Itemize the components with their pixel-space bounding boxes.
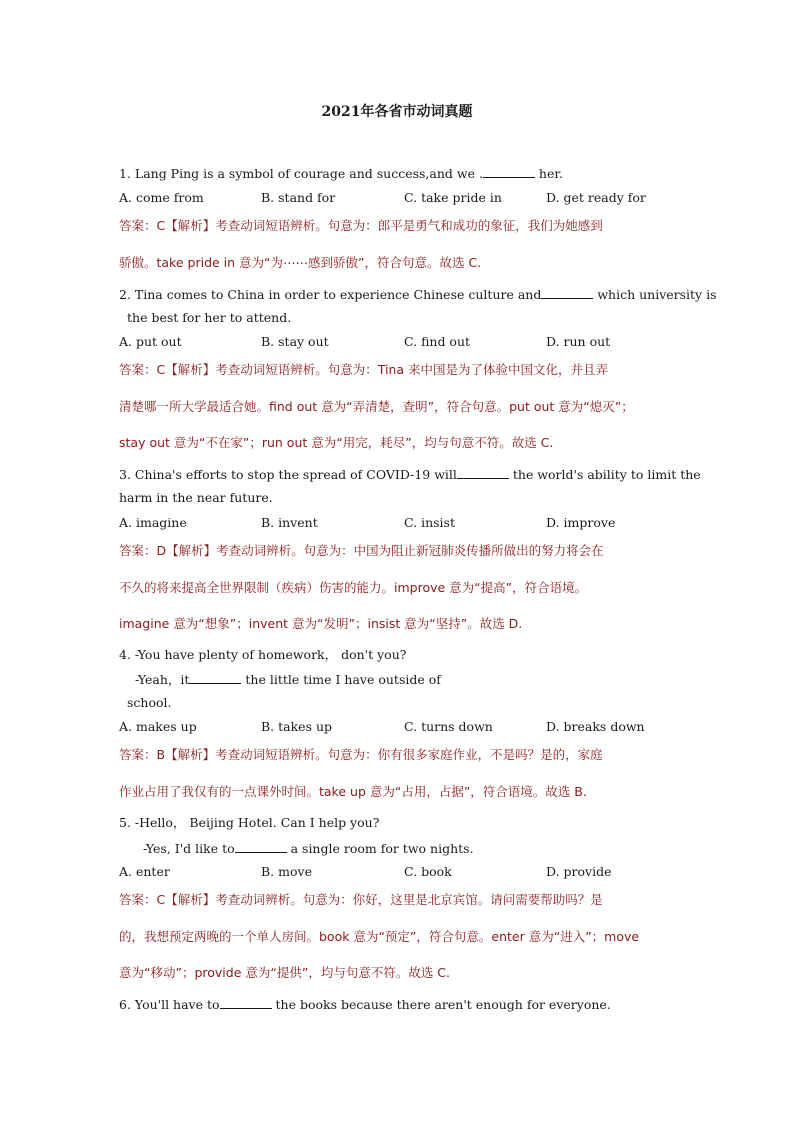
answer-blank xyxy=(483,165,535,178)
answer-blank xyxy=(235,840,287,853)
answer-explanation-line: 骄傲。take pride in 意为“为⋯⋯感到骄傲”，符合句意。故选 C. xyxy=(119,255,482,270)
question-5-stem: 5. -Hello， Beijing Hotel. Can I help you? xyxy=(119,815,380,830)
answer-blank xyxy=(541,286,593,299)
question-text-tail: the world's ability to limit the xyxy=(508,467,701,482)
question-text-tail: a single room for two nights. xyxy=(286,841,474,856)
question-4-stem: 4. -You have plenty of homework， don't you? xyxy=(119,647,407,662)
option-c: C. turns down xyxy=(404,719,493,734)
question-3-stem xyxy=(119,466,701,483)
answer-explanation-line: 作业占用了我仅有的一点课外时间。take up 意为“占用，占据”，符合语境。故选 B. xyxy=(119,784,587,799)
question-1-stem xyxy=(119,165,563,182)
option-c: C. take pride in xyxy=(404,190,502,205)
question-text: -Yeah，it xyxy=(135,672,190,687)
answer-blank xyxy=(220,996,272,1009)
question-3-stem-line2: harm in the near future. xyxy=(119,490,273,505)
question-text-tail: which university is xyxy=(593,287,717,302)
question-2-stem-line2: the best for her to attend. xyxy=(127,310,292,325)
answer-explanation-line: 答案：B【解析】考查动词短语辨析。句意为：你有很多家庭作业，不是吗？是的，家庭 xyxy=(119,747,603,762)
question-text: 1. Lang Ping is a symbol of courage and success,and we . xyxy=(119,166,483,181)
question-text-tail: the little time I have outside of xyxy=(241,672,441,687)
question-text: 2. Tina comes to China in order to experience Chinese culture and xyxy=(119,287,542,302)
question-text: -Yes, I'd like to xyxy=(143,841,235,856)
option-c: C. book xyxy=(404,864,452,879)
question-6-stem xyxy=(119,996,611,1013)
answer-explanation-line: 意为“移动”；provide 意为“提供”，均与句意不符。故选 C. xyxy=(119,965,450,980)
question-4-stem-line3: school. xyxy=(127,695,172,710)
answer-explanation-line: imagine 意为“想象”；invent 意为“发明”；insist 意为“坚持”。故选 D. xyxy=(119,616,523,631)
option-a: A. come from xyxy=(119,190,204,205)
option-a: A. makes up xyxy=(119,719,197,734)
option-d: D. provide xyxy=(546,864,612,879)
answer-blank xyxy=(189,671,241,684)
option-d: D. breaks down xyxy=(546,719,645,734)
option-b: B. stand for xyxy=(261,190,336,205)
answer-explanation-line: stay out 意为“不在家”；run out 意为“用完，耗尽”，均与句意不符。故选 C. xyxy=(119,435,554,450)
option-b: B. invent xyxy=(261,515,318,530)
option-a: A. put out xyxy=(119,334,182,349)
question-5-stem-line2 xyxy=(143,840,474,857)
question-text-tail: the books because there aren't enough for everyone. xyxy=(271,997,611,1012)
question-4-stem-line2 xyxy=(135,671,441,688)
answer-explanation-line: 不久的将来提高全世界限制（疾病）伤害的能力。improve 意为“提高”，符合语境。 xyxy=(119,580,588,595)
answer-explanation-line: 答案：C【解析】考查动词短语辨析。句意为：郎平是勇气和成功的象征，我们为她感到 xyxy=(119,218,603,233)
option-b: B. stay out xyxy=(261,334,329,349)
option-c: C. insist xyxy=(404,515,455,530)
question-text-tail: her. xyxy=(534,166,563,181)
option-c: C. find out xyxy=(404,334,471,349)
option-d: D. run out xyxy=(546,334,611,349)
option-a: A. imagine xyxy=(119,515,187,530)
option-d: D. get ready for xyxy=(546,190,646,205)
answer-explanation-line: 答案：D【解析】考查动词辨析。句意为：中国为阻止新冠肺炎传播所做出的努力将会在 xyxy=(119,543,604,558)
answer-explanation-line: 清楚哪一所大学最适合她。find out 意为“弄清楚，查明”，符合句意。put out 意为“熄灭”； xyxy=(119,399,634,414)
answer-explanation-line: 答案：C【解析】考查动词短语辨析。句意为：Tina 来中国是为了体验中国文化，并且弄 xyxy=(119,362,609,377)
question-text: 6. You'll have to xyxy=(119,997,220,1012)
question-text: 3. China's efforts to stop the spread of COVID-19 will xyxy=(119,467,457,482)
answer-explanation-line: 的，我想预定两晚的一个单人房间。book 意为“预定”，符合句意。enter 意为“进入”；move xyxy=(119,929,640,944)
option-d: D. improve xyxy=(546,515,616,530)
page-title: 2021年各省市动词真题 xyxy=(321,104,473,120)
option-b: B. takes up xyxy=(261,719,333,734)
option-a: A. enter xyxy=(119,864,170,879)
question-2-stem xyxy=(119,286,717,303)
option-b: B. move xyxy=(261,864,312,879)
answer-blank xyxy=(457,466,509,479)
answer-explanation-line: 答案：C【解析】考查动词辨析。句意为：你好，这里是北京宾馆。请问需要帮助吗？是 xyxy=(119,892,603,907)
